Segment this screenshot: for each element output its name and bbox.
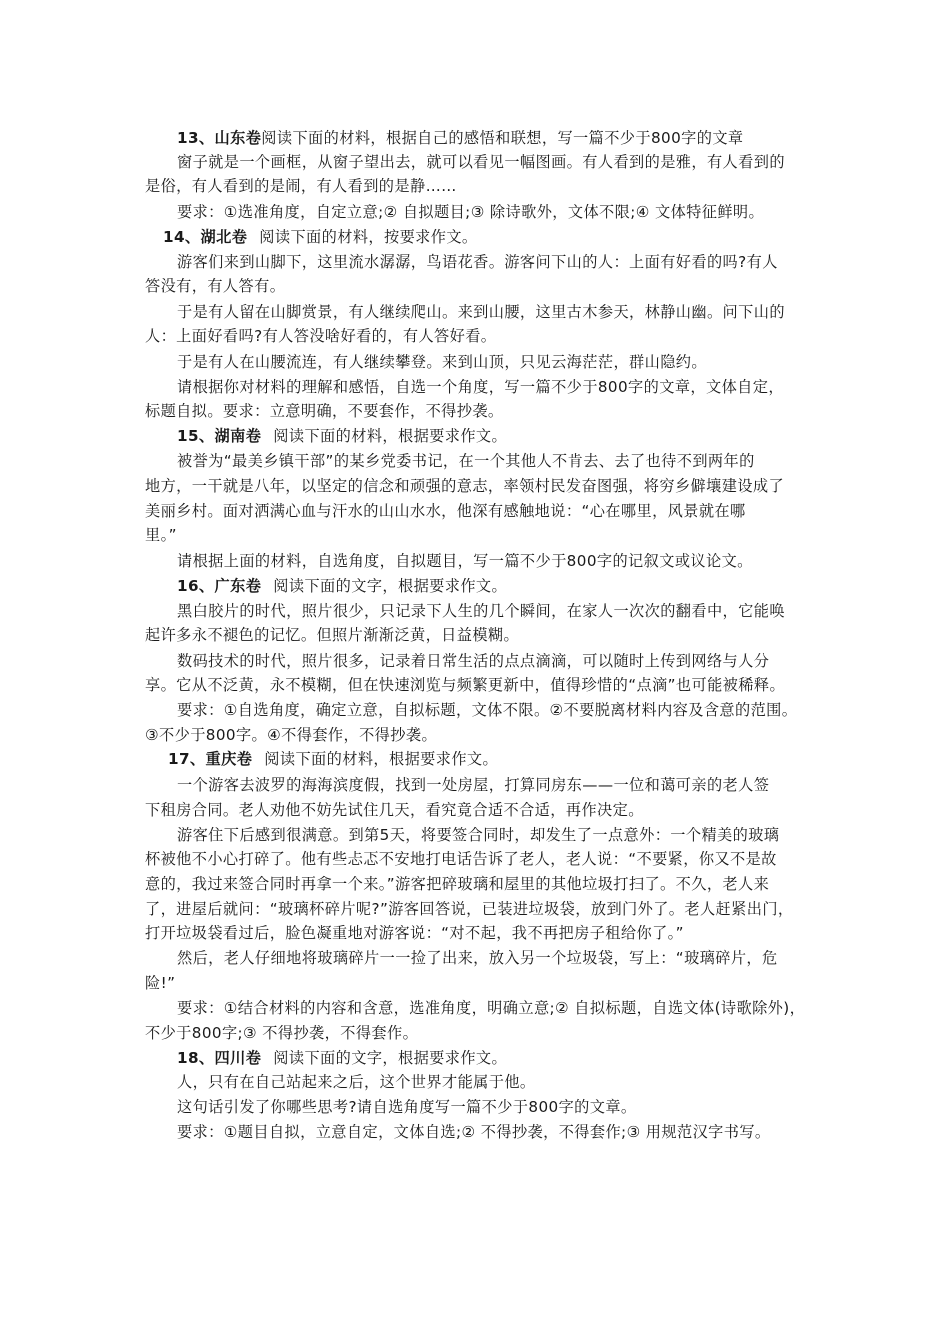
paragraph-line: 然后，老人仔细地将玻璃碎片一一捡了出来，放入另一个垃圾袋，写上：“玻璃碎片，危 (177, 949, 778, 967)
paragraph-line: 杯被他不小心打碎了。他有些忐忑不安地打电话告诉了老人，老人说：“不要紧，你又不是故 (145, 850, 777, 868)
paragraph-line: 人：上面好看吗?有人答没啥好看的，有人答好看。 (145, 327, 497, 345)
requirement-line: 要求：①结合材料的内容和含意，选准角度，明确立意;② 自拟标题，自选文体(诗歌除外)， (177, 999, 806, 1017)
requirement-line: 要求：①题目自拟，立意自定，文体自选;② 不得抄袭，不得套作;③ 用规范汉字书写。 (177, 1123, 771, 1141)
paragraph-line: 意的，我过来签合同时再拿一个来。”游客把碎玻璃和屋里的其他垃圾打扫了。不久，老人来 (145, 875, 770, 893)
requirement-line: 标题自拟。要求：立意明确，不要套作，不得抄袭。 (145, 402, 504, 420)
section-instruction: 阅读下面的文字，根据要求作文。 (273, 577, 508, 595)
paragraph-line: 于是有人留在山脚赏景，有人继续爬山。来到山腰，这里古木参天，林静山幽。问下山的 (177, 303, 785, 321)
paragraph-line: 享。它从不泛黄，永不模糊，但在快速浏览与频繁更新中，值得珍惜的“点滴”也可能被稀释。 (145, 676, 786, 694)
section-heading-16 (177, 574, 507, 598)
section-number: 18、四川卷 (177, 1049, 262, 1067)
section-instruction: 阅读下面的材料，根据要求作文。 (273, 427, 508, 445)
section-number: 13、山东卷 (177, 129, 262, 147)
paragraph-line: 起许多永不褪色的记忆。但照片渐渐泛黄，日益模糊。 (145, 626, 520, 644)
section-instruction: 阅读下面的材料，按要求作文。 (259, 228, 478, 246)
paragraph-line: 数码技术的时代，照片很多，记录着日常生活的点点滴滴，可以随时上传到网络与人分 (177, 652, 770, 670)
requirement-line: 不少于800字;③ 不得抄袭，不得套作。 (145, 1024, 419, 1042)
section-instruction: 阅读下面的材料，根据自己的感悟和联想，写一篇不少于800字的文章 (261, 129, 744, 147)
section-number: 16、广东卷 (177, 577, 262, 595)
requirement-line: 要求：①自选角度，确定立意，自拟标题，文体不限。②不要脱离材料内容及含意的范围。 (177, 701, 798, 719)
section-heading-15 (177, 424, 507, 448)
paragraph-line: 答没有，有人答有。 (145, 277, 286, 295)
paragraph-line: 人，只有在自己站起来之后，这个世界才能属于他。 (177, 1073, 536, 1091)
paragraph-line: 游客住下后感到很满意。到第5天，将要签合同时，却发生了一点意外：一个精美的玻璃 (177, 826, 780, 844)
requirement-line: 请根据上面的材料，自选角度，自拟题目，写一篇不少于800字的记叙文或议论文。 (177, 552, 753, 570)
paragraph-line: 被誉为“最美乡镇干部”的某乡党委书记，在一个其他人不肯去、去了也待不到两年的 (177, 452, 755, 470)
paragraph-line: 这句话引发了你哪些思考?请自选角度写一篇不少于800字的文章。 (177, 1098, 637, 1116)
section-number: 14、湖北卷 (163, 228, 248, 246)
section-number: 17、重庆卷 (168, 750, 253, 768)
paragraph-line: 美丽乡村。面对洒满心血与汗水的山山水水，他深有感触地说：“心在哪里，风景就在哪 (145, 502, 746, 520)
section-heading-18 (177, 1046, 507, 1070)
section-heading-17 (168, 747, 498, 771)
paragraph-line: 险!” (145, 974, 176, 992)
paragraph-line: 一个游客去波罗的海海滨度假，找到一处房屋，打算同房东——一位和蔼可亲的老人签 (177, 776, 770, 794)
paragraph-line: 黑白胶片的时代，照片很少，只记录下人生的几个瞬间，在家人一次次的翻看中，它能唤 (177, 602, 785, 620)
paragraph-line: 窗子就是一个画框，从窗子望出去，就可以看见一幅图画。有人看到的是雅，有人看到的 (177, 153, 785, 171)
paragraph-line: 游客们来到山脚下，这里流水潺潺，鸟语花香。游客问下山的人：上面有好看的吗?有人 (177, 253, 778, 271)
paragraph-line: 里。” (145, 526, 177, 544)
section-number: 15、湖南卷 (177, 427, 262, 445)
section-heading-13 (177, 126, 744, 150)
paragraph-line: 于是有人在山腰流连，有人继续攀登。来到山顶，只见云海茫茫，群山隐约。 (177, 353, 707, 371)
paragraph-line: 打开垃圾袋看过后，脸色凝重地对游客说：“对不起，我不再把房子租给你了。” (145, 924, 684, 942)
section-instruction: 阅读下面的材料，根据要求作文。 (264, 750, 499, 768)
paragraph-line: 地方，一干就是八年，以坚定的信念和顽强的意志，率领村民发奋图强，将穷乡僻壤建设成了 (145, 477, 785, 495)
paragraph-line: 了，进屋后就问：“玻璃杯碎片呢?”游客回答说，已装进垃圾袋，放到门外了。老人赶紧出门， (145, 900, 794, 918)
paragraph-line: 是俗，有人看到的是闹，有人看到的是静…… (145, 177, 457, 195)
section-instruction: 阅读下面的文字，根据要求作文。 (273, 1049, 508, 1067)
requirement-line: ③不少于800字。④不得套作，不得抄袭。 (145, 726, 438, 744)
section-heading-14 (163, 225, 478, 249)
paragraph-line: 请根据你对材料的理解和感悟，自选一个角度，写一篇不少于800字的文章，文体自定， (177, 378, 784, 396)
requirement-line: 要求：①选准角度，自定立意;② 自拟题目;③ 除诗歌外，文体不限;④ 文体特征鲜明。 (177, 203, 765, 221)
paragraph-line: 下租房合同。老人劝他不妨先试住几天，看究竟合适不合适，再作决定。 (145, 801, 644, 819)
